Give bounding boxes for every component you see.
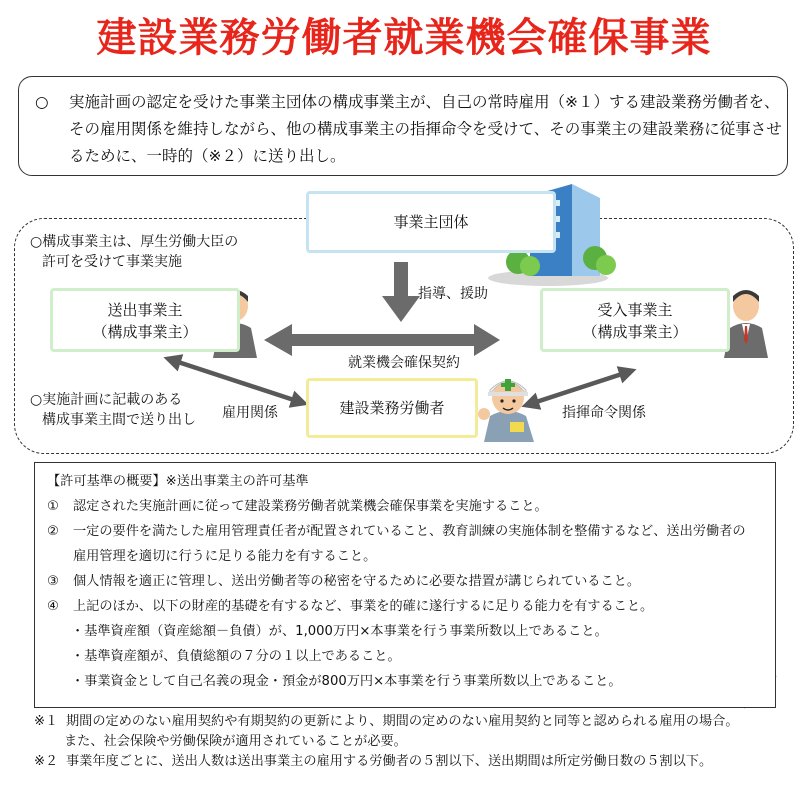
summary-line-1: ○ 実施計画の認定を受けた事業主団体の構成事業主が、自己の常時雇用（※１）する建設業務労働者を、 — [35, 89, 773, 116]
receiving-employer-box — [540, 288, 730, 352]
employment-label: 雇用関係 — [222, 405, 278, 421]
construction-worker-box — [306, 378, 478, 438]
guidance-arrow — [382, 262, 420, 322]
footnote-1-cont: また、社会保険や労働保険が適用されていることが必要。 — [64, 734, 407, 749]
criteria-bullet: ・基準資産額（資産総額－負債）が、1,000万円×本事業を行う事業所数以上であること。 — [71, 624, 608, 639]
criteria-item-4: ④ 上記のほか、以下の財産的基礎を有するなど、事業を的確に遂行するに足りる能力を有すること。 — [47, 599, 654, 614]
note-dispatch: ○実施計画に記載のある 構成事業主間で送り出し — [30, 392, 196, 428]
page-title: 建設業務労働者就業機会確保事業 — [96, 15, 712, 61]
summary-line-2: その雇用関係を維持しながら、他の構成事業主の指揮命令を受けて、その事業主の建設業務に従事させ — [69, 120, 782, 138]
guidance-label: 指導、援助 — [418, 286, 488, 302]
sending-employer-sublabel: （構成事業主） — [92, 323, 198, 341]
criteria-item-2: ② 一定の要件を満たした雇用管理責任者が配置されていること、教育訓練の実施体制を整備するなど、送出労働者の — [47, 524, 746, 539]
summary-line-3: るために、一時的（※２）に送り出し。 — [69, 147, 346, 165]
criteria-item-1: ① 認定された実施計画に従って建設業務労働者就業機会確保事業を実施すること。 — [47, 499, 548, 514]
note-license: ○構成事業主は、厚生労働大臣の 許可を受けて事業実施 — [30, 234, 239, 270]
sending-employer-box — [50, 288, 240, 352]
employer-organization-label: 事業主団体 — [393, 213, 469, 231]
command-arrow — [530, 372, 628, 404]
construction-worker-illustration — [478, 379, 534, 442]
criteria-item-2-cont: 雇用管理を適切に行うに足りる能力を有すること。 — [73, 549, 377, 564]
summary-bullet: ○ — [35, 93, 49, 111]
receiving-employer-label: 受入事業主 — [597, 301, 673, 319]
criteria-box — [34, 462, 776, 708]
sending-employer-label: 送出事業主 — [107, 301, 183, 319]
criteria-item-3: ③ 個人情報を適正に管理し、送出労働者等の秘密を守るために必要な措置が講じられていること。 — [47, 574, 641, 589]
command-label: 指揮命令関係 — [562, 405, 646, 421]
receiving-employer-sublabel: （構成事業主） — [582, 323, 688, 341]
employer-organization-box — [306, 191, 556, 253]
contract-label: 就業機会確保契約 — [348, 355, 460, 371]
footnote-2: ※２ 事業年度ごとに、送出人数は送出事業主の雇用する労働者の５割以下、送出期間は所定労働日数の５割以下。 — [34, 754, 713, 769]
criteria-heading: 【許可基準の概要】※送出事業主の許可基準 — [47, 474, 309, 489]
construction-worker-label: 建設業務労働者 — [339, 399, 445, 417]
footnotes — [34, 712, 794, 772]
criteria-bullet: ・基準資産額が、負債総額の７分の１以上であること。 — [71, 649, 401, 664]
criteria-bullet: ・事業資金として自己名義の現金・預金が800万円×本事業を行う事業所数以上であること。 — [71, 674, 622, 689]
footnote-1: ※１ 期間の定めのない雇用契約や有期契約の更新により、期間の定めのない雇用契約と同等と認められる雇用の場合。 — [34, 714, 739, 729]
